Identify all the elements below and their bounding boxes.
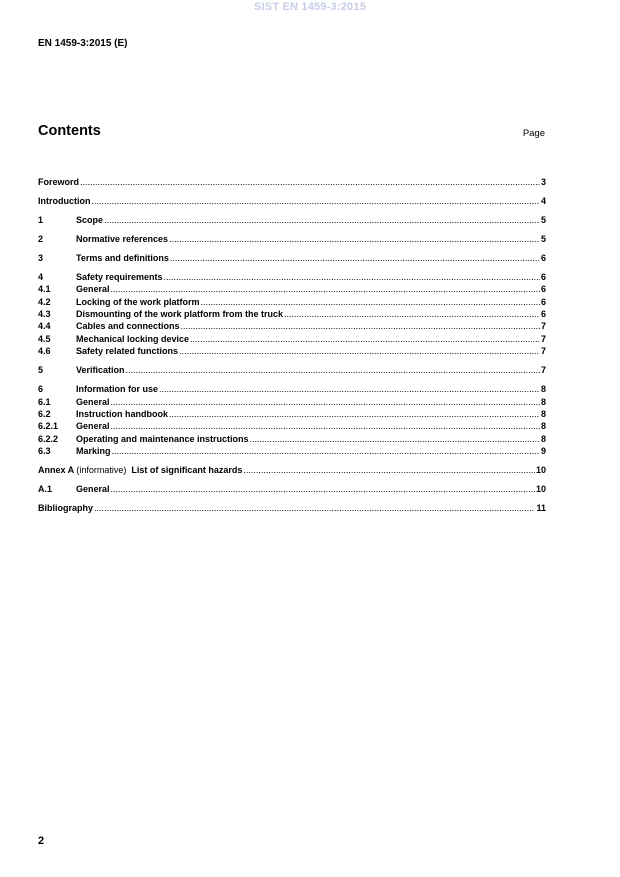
toc-entry-number: 4.6	[38, 346, 51, 357]
toc-entry-page: 7	[540, 321, 546, 332]
toc-entry-normative-references[interactable]	[38, 233, 546, 245]
toc-entry-number: 6.2.1	[38, 421, 59, 432]
leader-dots	[112, 445, 540, 457]
toc-entry-title: Dismounting of the work platform from the truck	[76, 309, 284, 320]
toc-entry-title: Cables and connections	[76, 321, 180, 332]
leader-dots	[190, 333, 540, 345]
toc-entry-page: 6	[540, 271, 546, 282]
toc-entry-page: 10	[535, 465, 546, 476]
leader-dots	[169, 408, 540, 420]
toc-entry-title: Mechanical locking device	[76, 333, 190, 344]
leader-dots	[111, 283, 540, 295]
toc-entry-number: 3	[38, 252, 44, 263]
toc-entry-4-2[interactable]	[38, 296, 546, 308]
toc-entry-title: Terms and definitions	[76, 252, 169, 263]
leader-dots	[126, 364, 540, 376]
toc-entry-number: 6.1	[38, 396, 51, 407]
toc-entry-6-2[interactable]	[38, 408, 546, 420]
toc-entry-title: Foreword	[38, 177, 80, 187]
document-id: EN 1459-3:2015 (E)	[38, 38, 128, 49]
toc-entry-page: 9	[540, 446, 546, 457]
toc-entry-foreword[interactable]	[38, 176, 546, 188]
toc-entry-title: Information for use	[76, 384, 159, 395]
page-number: 2	[38, 835, 45, 847]
toc-entry-page: 11	[536, 503, 546, 514]
toc-entry-page: 10	[535, 484, 546, 495]
toc-entry-title: Introduction	[38, 195, 91, 206]
toc-entry-title: Safety related functions	[76, 346, 179, 357]
toc-entry-6-1[interactable]	[38, 396, 546, 408]
leader-dots	[111, 396, 540, 408]
toc-entry-number: 4.2	[38, 296, 51, 307]
toc-entry-number: 6.2.2	[38, 433, 59, 444]
toc-entry-number: 4.5	[38, 333, 51, 344]
toc-entry-title: Bibliography	[38, 503, 94, 514]
toc-entry-6-2-2[interactable]	[38, 433, 546, 445]
toc-entry-page: 6	[540, 284, 546, 295]
leader-dots	[111, 420, 540, 432]
toc-entry-page: 4	[540, 195, 546, 206]
toc-entry-bibliography[interactable]	[38, 502, 546, 514]
leader-dots	[80, 176, 540, 188]
toc-entry-number: 2	[38, 233, 44, 244]
toc-entry-4-1[interactable]	[38, 283, 546, 295]
toc-entry-title: Scope	[76, 214, 104, 225]
leader-dots	[179, 345, 540, 357]
toc-entry-title: Operating and maintenance instructions	[76, 433, 249, 444]
toc-entry-a-1[interactable]	[38, 483, 546, 495]
toc-entry-terms-and-definitions[interactable]	[38, 252, 546, 264]
toc-entry-title: Locking of the work platform	[76, 296, 200, 307]
toc-entry-page: 8	[540, 396, 546, 407]
toc-entry-number: 4	[38, 271, 44, 282]
toc-entry-6-2-1[interactable]	[38, 420, 546, 432]
watermark: SIST EN 1459-3:2015	[253, 1, 367, 13]
toc-entry-number: 4.3	[38, 309, 51, 320]
leader-dots	[250, 433, 540, 445]
toc-entry-introduction[interactable]	[38, 195, 546, 207]
toc-entry-4-3[interactable]	[38, 308, 546, 320]
leader-dots	[111, 483, 535, 495]
leader-dots	[159, 383, 540, 395]
toc-entry-verification[interactable]	[38, 364, 546, 376]
toc-entry-number: 4.4	[38, 321, 51, 332]
toc-entry-page: 7	[540, 346, 546, 357]
toc-entry-title: General	[76, 396, 110, 407]
toc-entry-page: 5	[540, 233, 546, 244]
toc-entry-4-4[interactable]	[38, 320, 546, 332]
leader-dots	[104, 214, 540, 226]
table-of-contents	[38, 176, 546, 515]
toc-entry-4-6[interactable]	[38, 345, 546, 357]
toc-entry-number: A.1	[38, 484, 53, 495]
toc-entry-page: 8	[540, 409, 546, 420]
annex-label: Annex A	[38, 465, 74, 476]
leader-dots	[92, 195, 540, 207]
leader-dots	[201, 296, 540, 308]
toc-entry-number: 4.1	[38, 284, 51, 295]
leader-dots	[169, 233, 540, 245]
toc-entry-number: 5	[38, 365, 44, 376]
toc-entry-safety-requirements[interactable]	[38, 271, 546, 283]
toc-entry-information-for-use[interactable]	[38, 383, 546, 395]
toc-entry-page: 3	[540, 177, 546, 187]
toc-entry-scope[interactable]	[38, 214, 546, 226]
toc-entry-title	[38, 464, 242, 476]
toc-entry-title: General	[76, 284, 110, 295]
toc-entry-title: General	[76, 421, 110, 432]
toc-entry-page: 8	[540, 421, 546, 432]
toc-entry-annex-a[interactable]	[38, 464, 546, 476]
toc-entry-4-5[interactable]	[38, 333, 546, 345]
toc-entry-page: 6	[540, 309, 546, 320]
leader-dots	[243, 464, 535, 476]
toc-entry-title: General	[76, 484, 110, 495]
annex-title: List of significant hazards	[131, 465, 243, 476]
leader-dots	[284, 308, 540, 320]
page-column-label: Page	[522, 128, 545, 139]
toc-entry-number: 6.3	[38, 446, 51, 457]
leader-dots	[181, 320, 540, 332]
leader-dots	[170, 252, 540, 264]
leader-dots	[164, 271, 540, 283]
leader-dots	[94, 502, 535, 514]
toc-entry-title: Marking	[76, 446, 111, 457]
contents-title: Contents	[38, 123, 101, 139]
toc-entry-page: 5	[540, 214, 546, 225]
toc-entry-number: 1	[38, 214, 44, 225]
toc-entry-page: 6	[540, 296, 546, 307]
toc-entry-page: 7	[540, 365, 546, 376]
toc-entry-page: 6	[540, 252, 546, 263]
annex-type: (informative)	[76, 465, 127, 476]
toc-entry-page: 8	[540, 433, 546, 444]
toc-entry-title: Verification	[76, 365, 125, 376]
toc-entry-title: Instruction handbook	[76, 409, 168, 420]
toc-entry-title: Safety requirements	[76, 271, 163, 282]
toc-entry-page: 7	[540, 333, 546, 344]
toc-entry-number: 6	[38, 384, 44, 395]
toc-entry-number: 6.2	[38, 409, 51, 420]
toc-entry-6-3[interactable]	[38, 445, 546, 457]
toc-entry-title: Normative references	[76, 233, 169, 244]
toc-entry-page: 8	[540, 384, 546, 395]
